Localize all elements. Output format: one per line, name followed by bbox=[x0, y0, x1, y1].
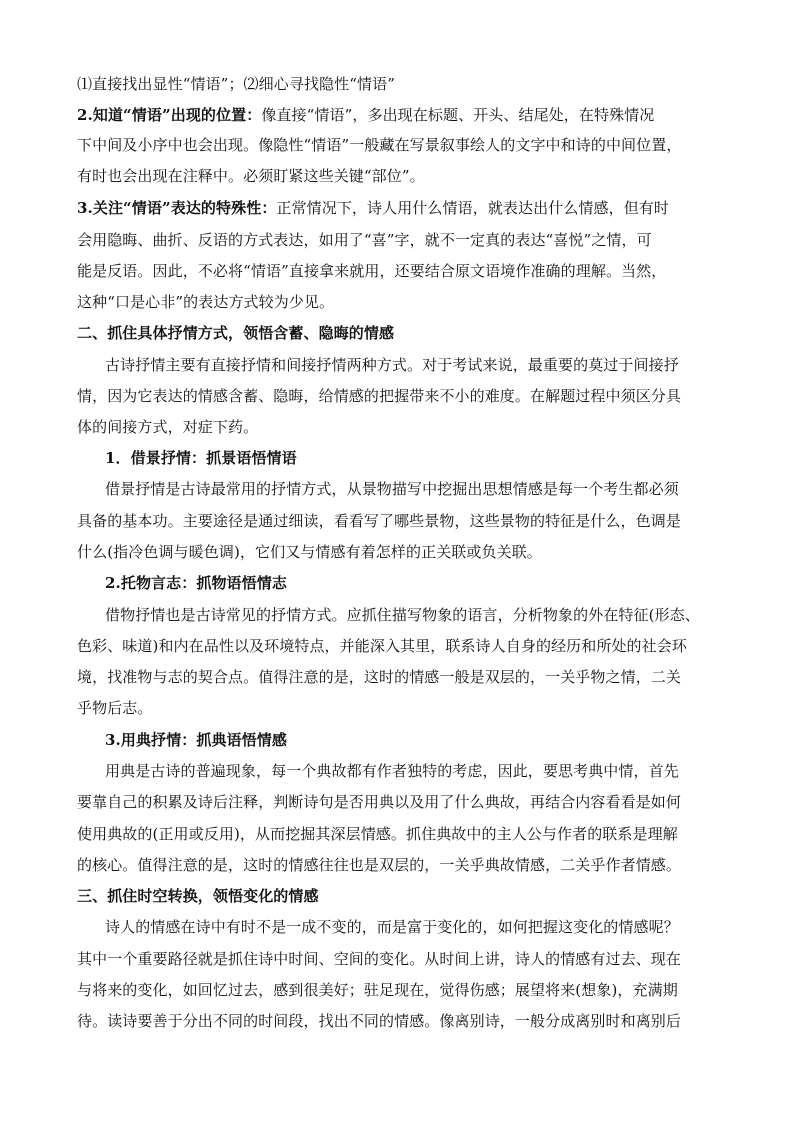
subsection-heading: 3.用典抒情：抓典语悟情感 bbox=[105, 731, 287, 749]
text-line: 用典是古诗的普遍现象，每一个典故都有作者独特的考虑，因此，要思考典中情，首先 bbox=[105, 762, 679, 780]
point-3-text: 正常情况下，诗人用什么情语，就表达出什么情感，但有时 bbox=[276, 199, 670, 217]
text-line: 有时也会出现在注释中。必须盯紧这些关键“部位”。 bbox=[77, 167, 425, 185]
text-line: 具备的基本功。主要途径是通过细读，看看写了哪些景物，这些景物的特征是什么，色调是 bbox=[77, 512, 682, 530]
text-line: 色彩、味道)和内在品性以及环境特点，并能深入其里，联系诗人自身的经历和所处的社会环 bbox=[77, 637, 687, 655]
point-2-heading: 2.知道“情语”出现的位置： bbox=[77, 106, 262, 124]
text-line bbox=[77, 197, 669, 219]
text-line: 境，找准物与志的契合点。值得注意的是，这时的情感一般是双层的，一关乎物之情，二关 bbox=[77, 668, 682, 686]
section-2-heading: 二、抓住具体抒情方式，领悟含蓄、隐晦的情感 bbox=[77, 324, 395, 342]
text-line: 借物抒情也是古诗常见的抒情方式。应抓住描写物象的语言，分析物象的外在特征(形态、 bbox=[105, 606, 700, 624]
text-line: 使用典故的(正用或反用)，从而挖掘其深层情感。抓住典故中的主人公与作者的联系是理解 bbox=[77, 825, 678, 843]
text-line: 什么(指冷色调与暖色调)，它们又与情感有着怎样的正关联或负关联。 bbox=[77, 543, 542, 561]
subsection-heading: 2.托物言志：抓物语悟情志 bbox=[105, 574, 287, 592]
text-line: 诗人的情感在诗中有时不是一成不变的，而是富于变化的，如何把握这变化的情感呢？ bbox=[105, 918, 679, 936]
text-line: 待。读诗要善于分出不同的时间段，找出不同的情感。像离别诗，一般分成离别时和离别后 bbox=[77, 1012, 682, 1030]
text-line: 的核心。值得注意的是，这时的情感往往也是双层的，一关乎典故情感，二关乎作者情感。 bbox=[77, 856, 682, 874]
text-line bbox=[77, 104, 654, 126]
section-3-heading: 三、抓住时空转换，领悟变化的情感 bbox=[77, 887, 319, 905]
text-line: 乎物后志。 bbox=[77, 699, 153, 717]
text-line: 下中间及小序中也会出现。像隐性“情语”一般藏在写景叙事绘人的文字中和诗的中间位置， bbox=[77, 136, 682, 154]
subsection-heading: 1．借景抒情：抓景语悟情语 bbox=[105, 449, 297, 467]
text-line: 情，因为它表达的情感含蓄、隐晦，给情感的把握带来不小的难度。在解题过程中须区分具 bbox=[77, 387, 682, 405]
text-line: 借景抒情是古诗最常用的抒情方式，从景物描写中挖掘出思想情感是每一个考生都必须 bbox=[105, 480, 679, 498]
text-line: 古诗抒情主要有直接抒情和间接抒情两种方式。对于考试来说，最重要的莫过于间接抒 bbox=[105, 356, 679, 374]
text-line: 能是反语。因此，不必将“情语”直接拿来就用，还要结合原文语境作准确的理解。当然， bbox=[77, 262, 667, 280]
point-2-text: 像直接“情语”，多出现在标题、开头、结尾处，在特殊情况 bbox=[261, 106, 655, 124]
text-line: ⑴直接找出显性“情语”；⑵细心寻找隐性“情语” bbox=[77, 75, 395, 93]
text-line: 其中一个重要路径就是抓住诗中时间、空间的变化。从时间上讲，诗人的情感有过去、现在 bbox=[77, 950, 682, 968]
text-line: 这种“口是心非”的表达方式较为少见。 bbox=[77, 293, 335, 311]
text-line: 要靠自己的积累及诗后注释，判断诗句是否用典以及用了什么典故，再结合内容看看是如何 bbox=[77, 793, 682, 811]
text-line: 会用隐晦、曲折、反语的方式表达，如用了“喜”字，就不一定真的表达“喜悦”之情，可 bbox=[77, 231, 652, 249]
text-line: 与将来的变化，如回忆过去，感到很美好；驻足现在，觉得伤感；展望将来(想象)，充满期 bbox=[77, 981, 678, 999]
text-line: 体的间接方式，对症下药。 bbox=[77, 418, 259, 436]
point-3-heading: 3.关注“情语”表达的特殊性： bbox=[77, 199, 277, 217]
